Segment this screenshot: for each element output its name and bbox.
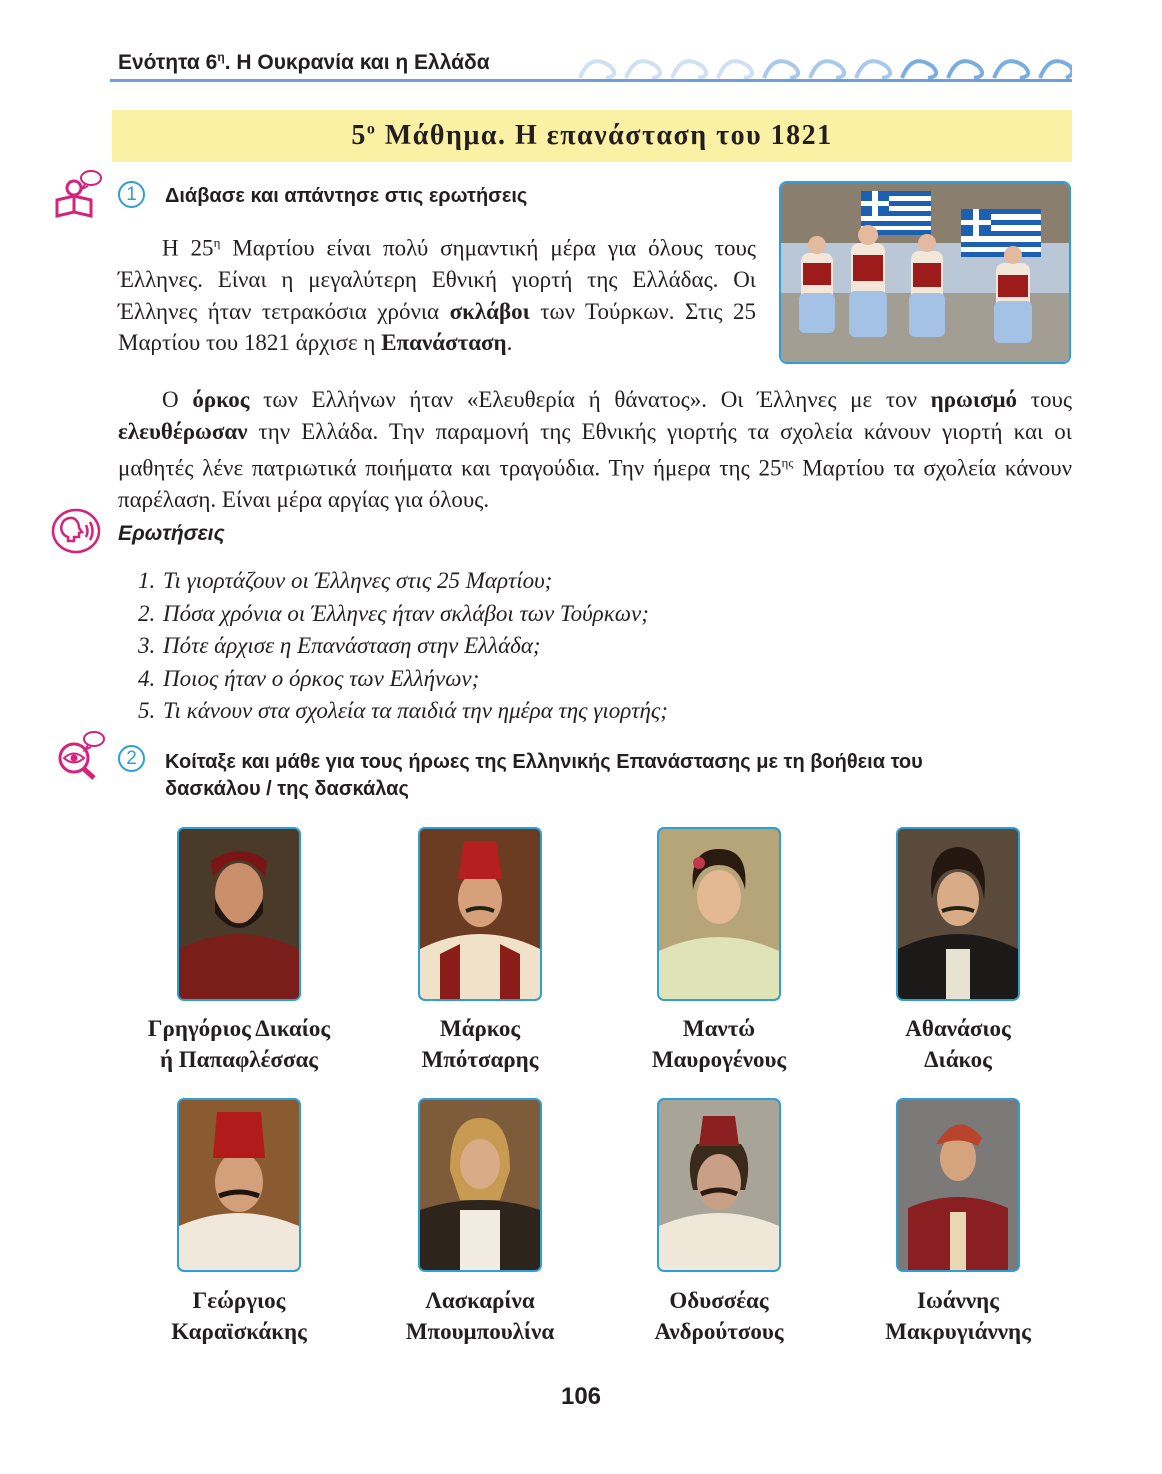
portrait-illustration [420, 829, 540, 999]
portrait-mavrogenous [657, 827, 781, 1001]
hero-name-1 [114, 1013, 364, 1075]
hero-name-line: Λασκαρίνα [425, 1288, 535, 1313]
portrait-makrygiannis [896, 1098, 1020, 1272]
parade-illustration [781, 183, 1069, 362]
header-rule [110, 79, 1072, 82]
task-number-1: 1 [118, 181, 145, 208]
hero-name-line: Οδυσσέας [669, 1288, 769, 1313]
hero-name-line: Ανδρούτσους [654, 1319, 784, 1344]
hero-name-8 [833, 1285, 1083, 1347]
hero-name-line: Μαντώ [682, 1016, 756, 1041]
portrait-illustration [179, 1100, 299, 1270]
hero-name-line: Γρηγόριος Δικαίος [147, 1016, 331, 1041]
hero-name-5 [114, 1285, 364, 1347]
parade-photo [779, 181, 1071, 364]
reading-paragraph-1: Η $25^\eta$ Μαρτίου είναι πολύ σημαντική μέρα για όλους τους Έλληνες. Είναι η μεγαλύτερη Εθνική γιορτή της Ελλάδας. Οι Έλληνες ήταν τετρακόσια χρόνια σκλάβοι των Τούρκων. Στις 25 Μαρτίου του 1821 άρχισε η Επανάσταση. [118, 235, 756, 356]
portrait-illustration [659, 829, 779, 999]
portrait-bouboulina [418, 1098, 542, 1272]
task-2-line-1: Κοίταξε και μάθε για τους ήρωες της Ελληνικής Επανάστασης με τη βοήθεια του [165, 751, 923, 773]
hero-name-line: Μπότσαρης [421, 1047, 539, 1072]
hero-name-6 [355, 1285, 605, 1347]
task-number-2: 2 [118, 745, 145, 772]
portrait-illustration [659, 1100, 779, 1270]
hero-name-line: Μάρκος [439, 1016, 521, 1041]
hero-name-line: Μαυρογένους [651, 1047, 787, 1072]
questions-heading: Ερωτήσεις [118, 522, 225, 545]
portrait-illustration [898, 1100, 1018, 1270]
unit-title: Ενότητα $6^\eta$. Η Ουκρανία και η Ελλάδα [118, 50, 490, 74]
hero-name-line: Γεώργιος [192, 1288, 286, 1313]
portrait-karaiskakis [177, 1098, 301, 1272]
page-number: 106 [560, 1383, 602, 1410]
hero-name-7 [594, 1285, 844, 1347]
question-item: 5. Τι κάνουν στα σχολεία τα παιδιά την ημέρα της γιορτής; [138, 698, 668, 723]
hero-name-line: ή Παπαφλέσσας [159, 1047, 318, 1072]
hero-name-line: Αθανάσιος [905, 1016, 1011, 1041]
portrait-papaflessas [177, 827, 301, 1001]
lesson-banner [112, 110, 1072, 162]
lesson-title: $5^o$ Μάθημα. Η επανάσταση του 1821 [351, 120, 833, 151]
question-item: 3. Πότε άρχισε η Επανάσταση στην Ελλάδα; [138, 633, 541, 658]
reading-paragraph-2: Ο όρκος των Ελλήνων ήταν «Ελευθερία ή θάνατος». Οι Έλληνες με τον ηρωισμό τους ελευθέρωσαν την Ελλάδα. Την παραμονή της Εθνικής γιορτής τα σχολεία κάνουν γιορτή και οι μαθητές λένε πατριωτικά ποιήματα και τραγούδια. Την ήμερα της $25^{\eta\varsigma}$ Μαρτίου τα σχολεία κάνουν παρέλαση. Είναι μέρα αργίας για όλους. [118, 387, 1072, 513]
question-item: 1. Τι γιορτάζουν οι Έλληνες στις 25 Μαρτίου; [138, 568, 553, 593]
speaking-icon [50, 507, 106, 555]
hero-name-line: Μπουμπουλίνα [405, 1319, 555, 1344]
look-icon [54, 730, 108, 780]
task-1-instruction: Διάβασε και απάντησε στις ερωτήσεις [165, 185, 528, 207]
portrait-illustration [420, 1100, 540, 1270]
task-2-instruction [165, 749, 1075, 803]
portrait-illustration [179, 829, 299, 999]
questions-list [138, 565, 668, 728]
task-2-line-2: δασκάλου / της δασκάλας [165, 778, 409, 800]
portrait-diakos [896, 827, 1020, 1001]
question-item: 2. Πόσα χρόνια οι Έλληνες ήταν σκλάβοι των Τούρκων; [138, 600, 649, 626]
hero-name-4 [833, 1013, 1083, 1075]
hero-name-3 [594, 1013, 844, 1075]
question-item: 4. Ποιος ήταν ο όρκος των Ελλήνων; [138, 665, 480, 691]
reading-icon [54, 168, 106, 220]
hero-name-line: Διάκος [924, 1047, 992, 1072]
portrait-androutsos [657, 1098, 781, 1272]
hero-name-line: Μακρυγιάννης [885, 1319, 1031, 1344]
hero-name-line: Καραϊσκάκης [171, 1319, 307, 1344]
portrait-botsaris [418, 827, 542, 1001]
wave-ornament [560, 48, 1072, 82]
portrait-illustration [898, 829, 1018, 999]
hero-name-2 [355, 1013, 605, 1075]
hero-name-line: Ιωάννης [917, 1288, 999, 1313]
